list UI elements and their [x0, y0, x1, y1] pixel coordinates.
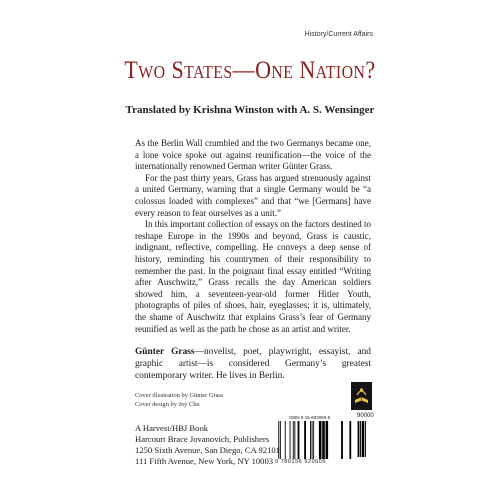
barcode-bar [278, 421, 279, 459]
publisher-info [135, 423, 280, 467]
cover-design-credit: Cover design by Joy Chu [135, 400, 200, 408]
harvest-book-logo-icon [351, 382, 372, 410]
barcode-bar [280, 421, 281, 459]
publisher-address-2: 111 Fifth Avenue, New York, NY 10003 [135, 456, 274, 466]
barcode-bar [313, 421, 314, 459]
barcode-bar [290, 421, 291, 459]
translator-credit: Translated by Krishna Winston with A. S. Wensinger [125, 104, 375, 116]
cover-illustration-credit: Cover illustration by Günter Grass [135, 392, 224, 399]
barcode-icon [275, 421, 353, 463]
barcode-bar [322, 421, 325, 459]
barcode-bar [312, 421, 313, 459]
barcode-number: 9 780156 920605 [275, 459, 326, 465]
barcode-addon-icon [356, 421, 376, 457]
publisher-imprint: A Harvest/HBJ Book [135, 423, 209, 433]
barcode-bar [341, 421, 343, 459]
blurb-paragraph: For the past thirty years, Grass has argued strenuously against a united Germany, warning that a single Germany would be “a colossus loaded with complexes” and that “we [Germans] have every reason to fear ourselves as a unit.” [135, 172, 371, 218]
book-title: Two States—One Nation? [124, 57, 376, 84]
publisher-address-1: 1250 Sixth Avenue, San Diego, CA 92101 [135, 445, 280, 455]
category-label: History/Current Affairs [304, 31, 373, 38]
cover-credits [135, 392, 223, 409]
barcode-bar [326, 421, 329, 459]
author-bio [135, 346, 371, 383]
barcode-bar [360, 421, 361, 457]
isbn-label: ISBN 0-15-692060-5 [289, 415, 331, 420]
barcode-bar [294, 421, 295, 459]
barcode-bar [365, 421, 366, 457]
barcode-bar [304, 421, 306, 459]
barcode-bar [298, 421, 300, 459]
barcode-bar [319, 421, 322, 459]
barcode-bar [349, 421, 351, 459]
author-name: Günter Grass [135, 347, 195, 357]
blurb [135, 138, 371, 335]
blurb-paragraph: As the Berlin Wall crumbled and the two Germanys became one, a lone voice spoke out against reunification—the voice of the internationally renowned German writer Günter Grass. [135, 138, 371, 172]
barcode-bar [358, 421, 360, 457]
barcode-bar [362, 421, 365, 457]
publisher-name: Harcourt Brace Jovanovich, Publishers [135, 434, 270, 444]
barcode-bar [285, 421, 286, 459]
barcode-price-code: 90000 [357, 413, 374, 419]
barcode-bar [293, 421, 294, 459]
author-bio-text: —novelist, poet, playwright, essayist, and graphic artist—is considered Germany’s greatest contemporary writer. He lives in Berlin. [135, 347, 371, 382]
barcode-bar [310, 421, 311, 459]
blurb-paragraph: In this important collection of essays on the factors destined to reshape Europe in the 1990s and beyond, Grass is caustic, indignant, reflective, compelling. He conveys a deep sense of history, reminding his countrymen of their responsibility to remember the past. In the poignant final essay entitled “Writing after Auschwitz,” Grass recalls the day American soldiers showed him, a seventeen-year-old former Hitler Youth, photographs of piles of shoes, hair, eyeglasses; it is, ultimately, the shame of Auschwitz that explains Grass’s fear of Germany reunified as well as the path he chose as an artist and writer. [135, 219, 371, 334]
